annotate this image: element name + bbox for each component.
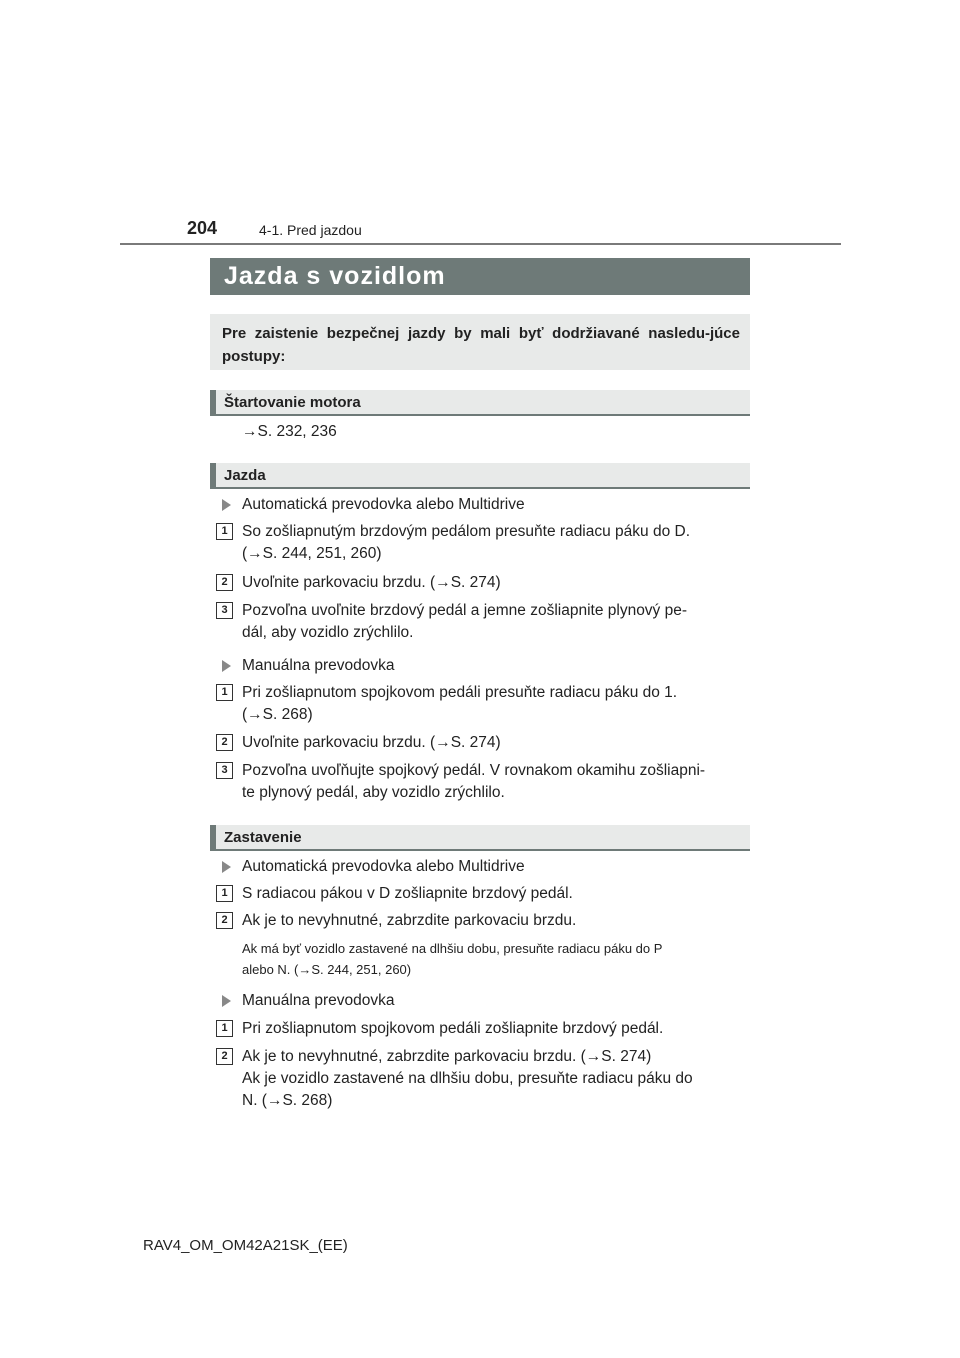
step-line: Pozvoľna uvoľňujte spojkový pedál. V rovnakom okamihu zošliapni-: [242, 762, 706, 779]
step-line: (→S. 244, 251, 260): [242, 545, 382, 562]
section-heading-start: Štartovanie motora: [210, 390, 750, 416]
stop-auto-step-2: Ak je to nevyhnutné, zabrzdite parkovaciu brzdu.: [242, 912, 577, 929]
drive-manual-step-3: [242, 760, 745, 804]
page-title: Jazda s vozidlom: [210, 258, 750, 295]
step-number-badge: 2: [216, 912, 233, 929]
header-rule: [120, 243, 841, 245]
step-number-badge: 2: [216, 1048, 233, 1065]
step-line: Pri zošliapnutom spojkovom pedáli presuňte radiacu páku do 1.: [242, 684, 678, 701]
stop-manual-step-1: Pri zošliapnutom spojkovom pedáli zošliapnite brzdový pedál.: [242, 1020, 664, 1037]
drive-auto-step-2: Uvoľnite parkovaciu brzdu. (→S. 274): [242, 574, 501, 591]
section-heading-stop: Zastavenie: [210, 825, 750, 851]
drive-auto-step-1: [242, 521, 745, 565]
triangle-bullet-icon: [222, 861, 231, 873]
step-line: So zošliapnutým brzdovým pedálom presuňte radiacu páku do D.: [242, 523, 691, 540]
step-number-badge: 2: [216, 734, 233, 751]
note-line: Ak má byť vozidlo zastavené na dlhšiu dobu, presuňte radiacu páku do P: [242, 941, 663, 956]
drive-auto-title: Automatická prevodovka alebo Multidrive: [242, 496, 525, 513]
stop-manual-title: Manuálna prevodovka: [242, 992, 395, 1009]
step-number-badge: 1: [216, 1020, 233, 1037]
drive-auto-step-3: [242, 600, 745, 644]
stop-auto-step-1: S radiacou pákou v D zošliapnite brzdový pedál.: [242, 885, 573, 902]
start-reference: →S. 232, 236: [242, 423, 337, 440]
step-line: dál, aby vozidlo zrýchlilo.: [242, 624, 414, 641]
chapter-label: 4-1. Pred jazdou: [259, 222, 362, 238]
drive-manual-step-2: Uvoľnite parkovaciu brzdu. (→S. 274): [242, 734, 501, 751]
drive-manual-title: Manuálna prevodovka: [242, 657, 395, 674]
step-number-badge: 1: [216, 684, 233, 701]
step-line: Pozvoľna uvoľnite brzdový pedál a jemne zošliapnite plynový pe-: [242, 602, 688, 619]
triangle-bullet-icon: [222, 660, 231, 672]
stop-manual-step-2: [242, 1046, 745, 1112]
triangle-bullet-icon: [222, 499, 231, 511]
step-number-badge: 3: [216, 602, 233, 619]
footer-code: RAV4_OM_OM42A21SK_(EE): [143, 1237, 348, 1254]
step-number-badge: 2: [216, 574, 233, 591]
stop-auto-title: Automatická prevodovka alebo Multidrive: [242, 858, 525, 875]
drive-manual-step-1: [242, 682, 745, 726]
page-number: 204: [187, 218, 218, 238]
step-line: Ak je to nevyhnutné, zabrzdite parkovaciu brzdu. (→S. 274): [242, 1048, 652, 1065]
note-line: alebo N. (→S. 244, 251, 260): [242, 962, 412, 977]
stop-auto-note: [242, 938, 745, 980]
step-number-badge: 3: [216, 762, 233, 779]
triangle-bullet-icon: [222, 995, 231, 1007]
section-heading-drive: Jazda: [210, 463, 750, 489]
intro-box: Pre zaistenie bezpečnej jazdy by mali byť dodržiavané nasledu-júce postupy:: [210, 314, 750, 370]
step-line: Ak je vozidlo zastavené na dlhšiu dobu, presuňte radiacu páku do: [242, 1070, 693, 1087]
step-number-badge: 1: [216, 523, 233, 540]
step-line: (→S. 268): [242, 706, 313, 723]
step-line: te plynový pedál, aby vozidlo zrýchlilo.: [242, 784, 505, 801]
step-number-badge: 1: [216, 885, 233, 902]
step-line: N. (→S. 268): [242, 1092, 333, 1109]
